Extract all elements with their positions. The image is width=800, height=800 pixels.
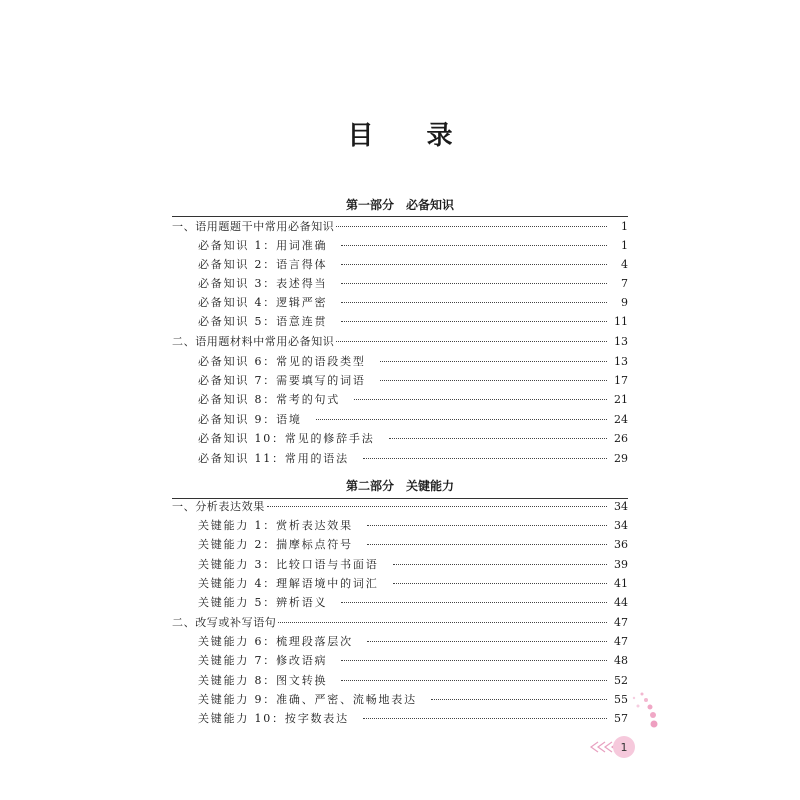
toc-page-number: 57 xyxy=(614,712,628,725)
toc-item[interactable] xyxy=(198,239,628,253)
dot-leader xyxy=(341,321,607,322)
dot-leader xyxy=(278,622,607,623)
toc-item[interactable] xyxy=(198,693,628,707)
toc-page-number: 48 xyxy=(614,654,628,667)
toc-item[interactable] xyxy=(198,452,628,466)
dot-leader xyxy=(389,438,608,439)
page-number: 1 xyxy=(613,736,635,758)
divider xyxy=(172,498,628,499)
divider xyxy=(172,216,628,217)
toc-page-number: 47 xyxy=(614,616,628,629)
toc-page-number: 17 xyxy=(614,374,628,387)
dot-leader xyxy=(380,380,607,381)
dot-leader xyxy=(363,718,607,719)
toc-page-number: 13 xyxy=(614,355,628,368)
decorative-dots xyxy=(620,690,660,740)
dot-leader xyxy=(367,641,607,642)
toc-item-label: 必备知识 7：需要填写的词语 xyxy=(198,374,366,387)
dot-leader xyxy=(341,283,607,284)
dot-leader xyxy=(341,660,607,661)
toc-item-label: 关键能力 1：赏析表达效果 xyxy=(198,519,353,532)
toc-item[interactable] xyxy=(198,432,628,446)
toc-page-number: 7 xyxy=(621,277,628,290)
toc-item[interactable] xyxy=(198,654,628,668)
dot-leader xyxy=(336,341,607,342)
dot-leader xyxy=(267,506,607,507)
toc-item-label: 必备知识 8：常考的句式 xyxy=(198,393,341,406)
toc-section[interactable] xyxy=(172,616,628,630)
dot-leader xyxy=(341,264,607,265)
dot-leader xyxy=(341,602,607,603)
toc-item-label: 关键能力 5：辨析语义 xyxy=(198,596,328,609)
toc-section[interactable] xyxy=(172,500,628,514)
toc-item[interactable] xyxy=(198,413,628,427)
toc-page-number: 4 xyxy=(621,258,628,271)
toc-item[interactable] xyxy=(198,393,628,407)
toc-item-label: 必备知识 3：表述得当 xyxy=(198,277,328,290)
toc-item[interactable] xyxy=(198,355,628,369)
toc-page-number: 36 xyxy=(614,538,628,551)
toc-item-label: 必备知识 9：语境 xyxy=(198,413,302,426)
toc-item-label: 关键能力 9：准确、严密、流畅地表达 xyxy=(198,693,417,706)
toc-item[interactable] xyxy=(198,577,628,591)
dot-leader xyxy=(363,458,607,459)
toc-page-number: 55 xyxy=(614,693,628,706)
toc-page-number: 11 xyxy=(614,315,628,328)
toc-item[interactable] xyxy=(198,315,628,329)
toc-section-label: 二、改写或补写语句 xyxy=(172,616,277,629)
toc-item[interactable] xyxy=(198,296,628,310)
dot-leader xyxy=(393,583,608,584)
toc-item[interactable] xyxy=(198,258,628,272)
toc-item-label: 关键能力 10：按字数表达 xyxy=(198,712,349,725)
dot-leader xyxy=(367,544,607,545)
toc-page-number: 44 xyxy=(614,596,628,609)
dot-leader xyxy=(336,226,607,227)
toc-item[interactable] xyxy=(198,635,628,649)
toc-page-number: 34 xyxy=(614,519,628,532)
dot-leader xyxy=(316,419,607,420)
dot-leader xyxy=(341,245,607,246)
toc-page-number: 34 xyxy=(614,500,628,513)
dot-leader xyxy=(341,302,607,303)
toc-item-label: 关键能力 6：梳理段落层次 xyxy=(198,635,353,648)
dot-leader xyxy=(354,399,607,400)
toc-item-label: 必备知识 11：常用的语法 xyxy=(198,452,349,465)
toc-page-number: 29 xyxy=(614,452,628,465)
toc-item-label: 必备知识 10：常见的修辞手法 xyxy=(198,432,375,445)
toc-page-number: 39 xyxy=(614,558,628,571)
part-heading: 第二部分 关键能力 xyxy=(345,479,454,493)
toc-item-label: 必备知识 6：常见的语段类型 xyxy=(198,355,366,368)
toc-item[interactable] xyxy=(198,519,628,533)
toc-item-label: 关键能力 2：揣摩标点符号 xyxy=(198,538,353,551)
toc-page-number: 52 xyxy=(614,674,628,687)
toc-item-label: 必备知识 1：用词准确 xyxy=(198,239,328,252)
toc-page-number: 26 xyxy=(614,432,628,445)
page-title: 目 录 xyxy=(347,121,475,151)
dot-leader xyxy=(380,361,607,362)
toc-section-label: 一、分析表达效果 xyxy=(172,500,265,513)
toc-item[interactable] xyxy=(198,674,628,688)
toc-item-label: 必备知识 2：语言得体 xyxy=(198,258,328,271)
toc-page-number: 1 xyxy=(621,239,628,252)
toc-section[interactable] xyxy=(172,335,628,349)
toc-section[interactable] xyxy=(172,220,628,234)
toc-page-number: 47 xyxy=(614,635,628,648)
part-heading: 第一部分 必备知识 xyxy=(345,198,454,212)
toc-section-label: 一、语用题题干中常用必备知识 xyxy=(172,220,335,233)
toc-item-label: 必备知识 5：语意连贯 xyxy=(198,315,328,328)
toc-page-number: 13 xyxy=(614,335,628,348)
toc-item-label: 关键能力 7：修改语病 xyxy=(198,654,328,667)
toc-item-label: 关键能力 4：理解语境中的词汇 xyxy=(198,577,379,590)
dot-leader xyxy=(367,525,607,526)
toc-item[interactable] xyxy=(198,277,628,291)
dot-leader xyxy=(393,564,608,565)
toc-item[interactable] xyxy=(198,558,628,572)
toc-page-number: 9 xyxy=(621,296,628,309)
toc-item[interactable] xyxy=(198,374,628,388)
toc-item[interactable] xyxy=(198,712,628,726)
toc-page-number: 24 xyxy=(614,413,628,426)
dot-leader xyxy=(341,680,607,681)
toc-section-label: 二、语用题材料中常用必备知识 xyxy=(172,335,335,348)
toc-item-label: 关键能力 8：图文转换 xyxy=(198,674,328,687)
toc-item[interactable] xyxy=(198,538,628,552)
toc-item[interactable] xyxy=(198,596,628,610)
toc-page-number: 41 xyxy=(614,577,628,590)
toc-page-number: 21 xyxy=(614,393,628,406)
dot-leader xyxy=(431,699,607,700)
toc-item-label: 必备知识 4：逻辑严密 xyxy=(198,296,328,309)
toc-item-label: 关键能力 3：比较口语与书面语 xyxy=(198,558,379,571)
toc-page-number: 1 xyxy=(621,220,628,233)
